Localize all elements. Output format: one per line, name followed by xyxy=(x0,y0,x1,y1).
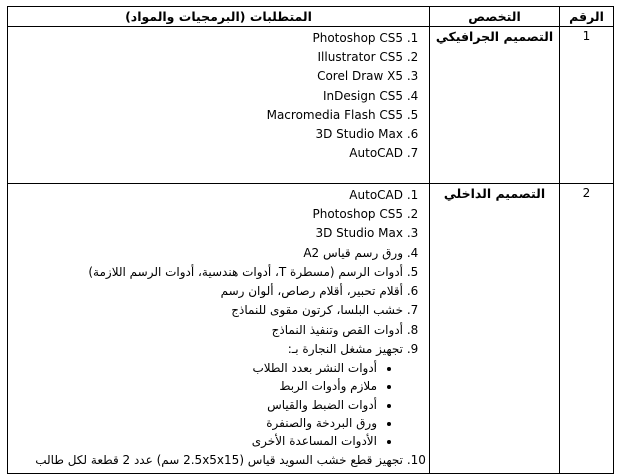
list-item: 3. Corel Draw X5 xyxy=(12,67,403,85)
list-item: 1. AutoCAD xyxy=(12,186,403,204)
table-body xyxy=(8,27,614,474)
list-item: 7. خشب البلسا، كرتون مقوى للنماذج xyxy=(12,301,403,319)
list-item: • أدوات النشر بعدد الطلاب xyxy=(12,359,377,377)
row-number-1: 1 xyxy=(560,27,614,184)
list-item: • الأدوات المساعدة الأخرى xyxy=(12,432,377,450)
row-requirements-1 xyxy=(8,27,430,184)
sub-list-intro: تجهيز مشغل النجارة بـ: xyxy=(287,341,403,356)
list-item: • ملازم وأدوات الربط xyxy=(12,377,377,395)
table-header-row xyxy=(8,7,614,27)
sub-requirements-list xyxy=(12,359,403,450)
list-item: • أدوات الضبط والقياس xyxy=(12,396,377,414)
row-number-2: 2 xyxy=(560,184,614,474)
list-item: 3. 3D Studio Max xyxy=(12,224,403,242)
requirements-table xyxy=(7,6,614,474)
list-item: 10. تجهيز قطع خشب السويد قياس (2.5x5x15 سم) عدد 2 قطعة لكل طالب xyxy=(12,451,403,469)
column-header-requirements: المتطلبات (البرمجيات والمواد) xyxy=(8,7,430,27)
list-item: 2. Illustrator CS5 xyxy=(12,48,403,66)
list-item: 6. 3D Studio Max xyxy=(12,125,403,143)
row-specialization-1: التصميم الجرافيكي xyxy=(430,27,560,184)
list-item: 6. أقلام تحبير، أقلام رصاص، ألوان رسم xyxy=(12,282,403,300)
list-item: 2. Photoshop CS5 xyxy=(12,205,403,223)
list-item: 4. InDesign CS5 xyxy=(12,87,403,105)
table-header xyxy=(8,7,614,27)
list-item: 4. ورق رسم قياس A2 xyxy=(12,244,403,262)
list-item: 1. Photoshop CS5 xyxy=(12,29,403,47)
list-item: 7. AutoCAD xyxy=(12,144,403,162)
requirements-list-1 xyxy=(12,29,425,163)
table-row xyxy=(8,184,614,474)
row-specialization-2: التصميم الداخلي xyxy=(430,184,560,474)
table-row xyxy=(8,27,614,184)
list-item: 8. أدوات القص وتنفيذ النماذج xyxy=(12,321,403,339)
requirements-list-2 xyxy=(12,186,425,470)
list-item xyxy=(12,340,403,450)
list-item: 5. أدوات الرسم (مسطرة T، أدوات هندسية، أدوات الرسم اللازمة) xyxy=(12,263,403,281)
list-item: 5. Macromedia Flash CS5 xyxy=(12,106,403,124)
column-header-number: الرقم xyxy=(560,7,614,27)
list-item: • ورق البردخة والصنفرة xyxy=(12,414,377,432)
column-header-specialization: التخصص xyxy=(430,7,560,27)
row-requirements-2 xyxy=(8,184,430,474)
